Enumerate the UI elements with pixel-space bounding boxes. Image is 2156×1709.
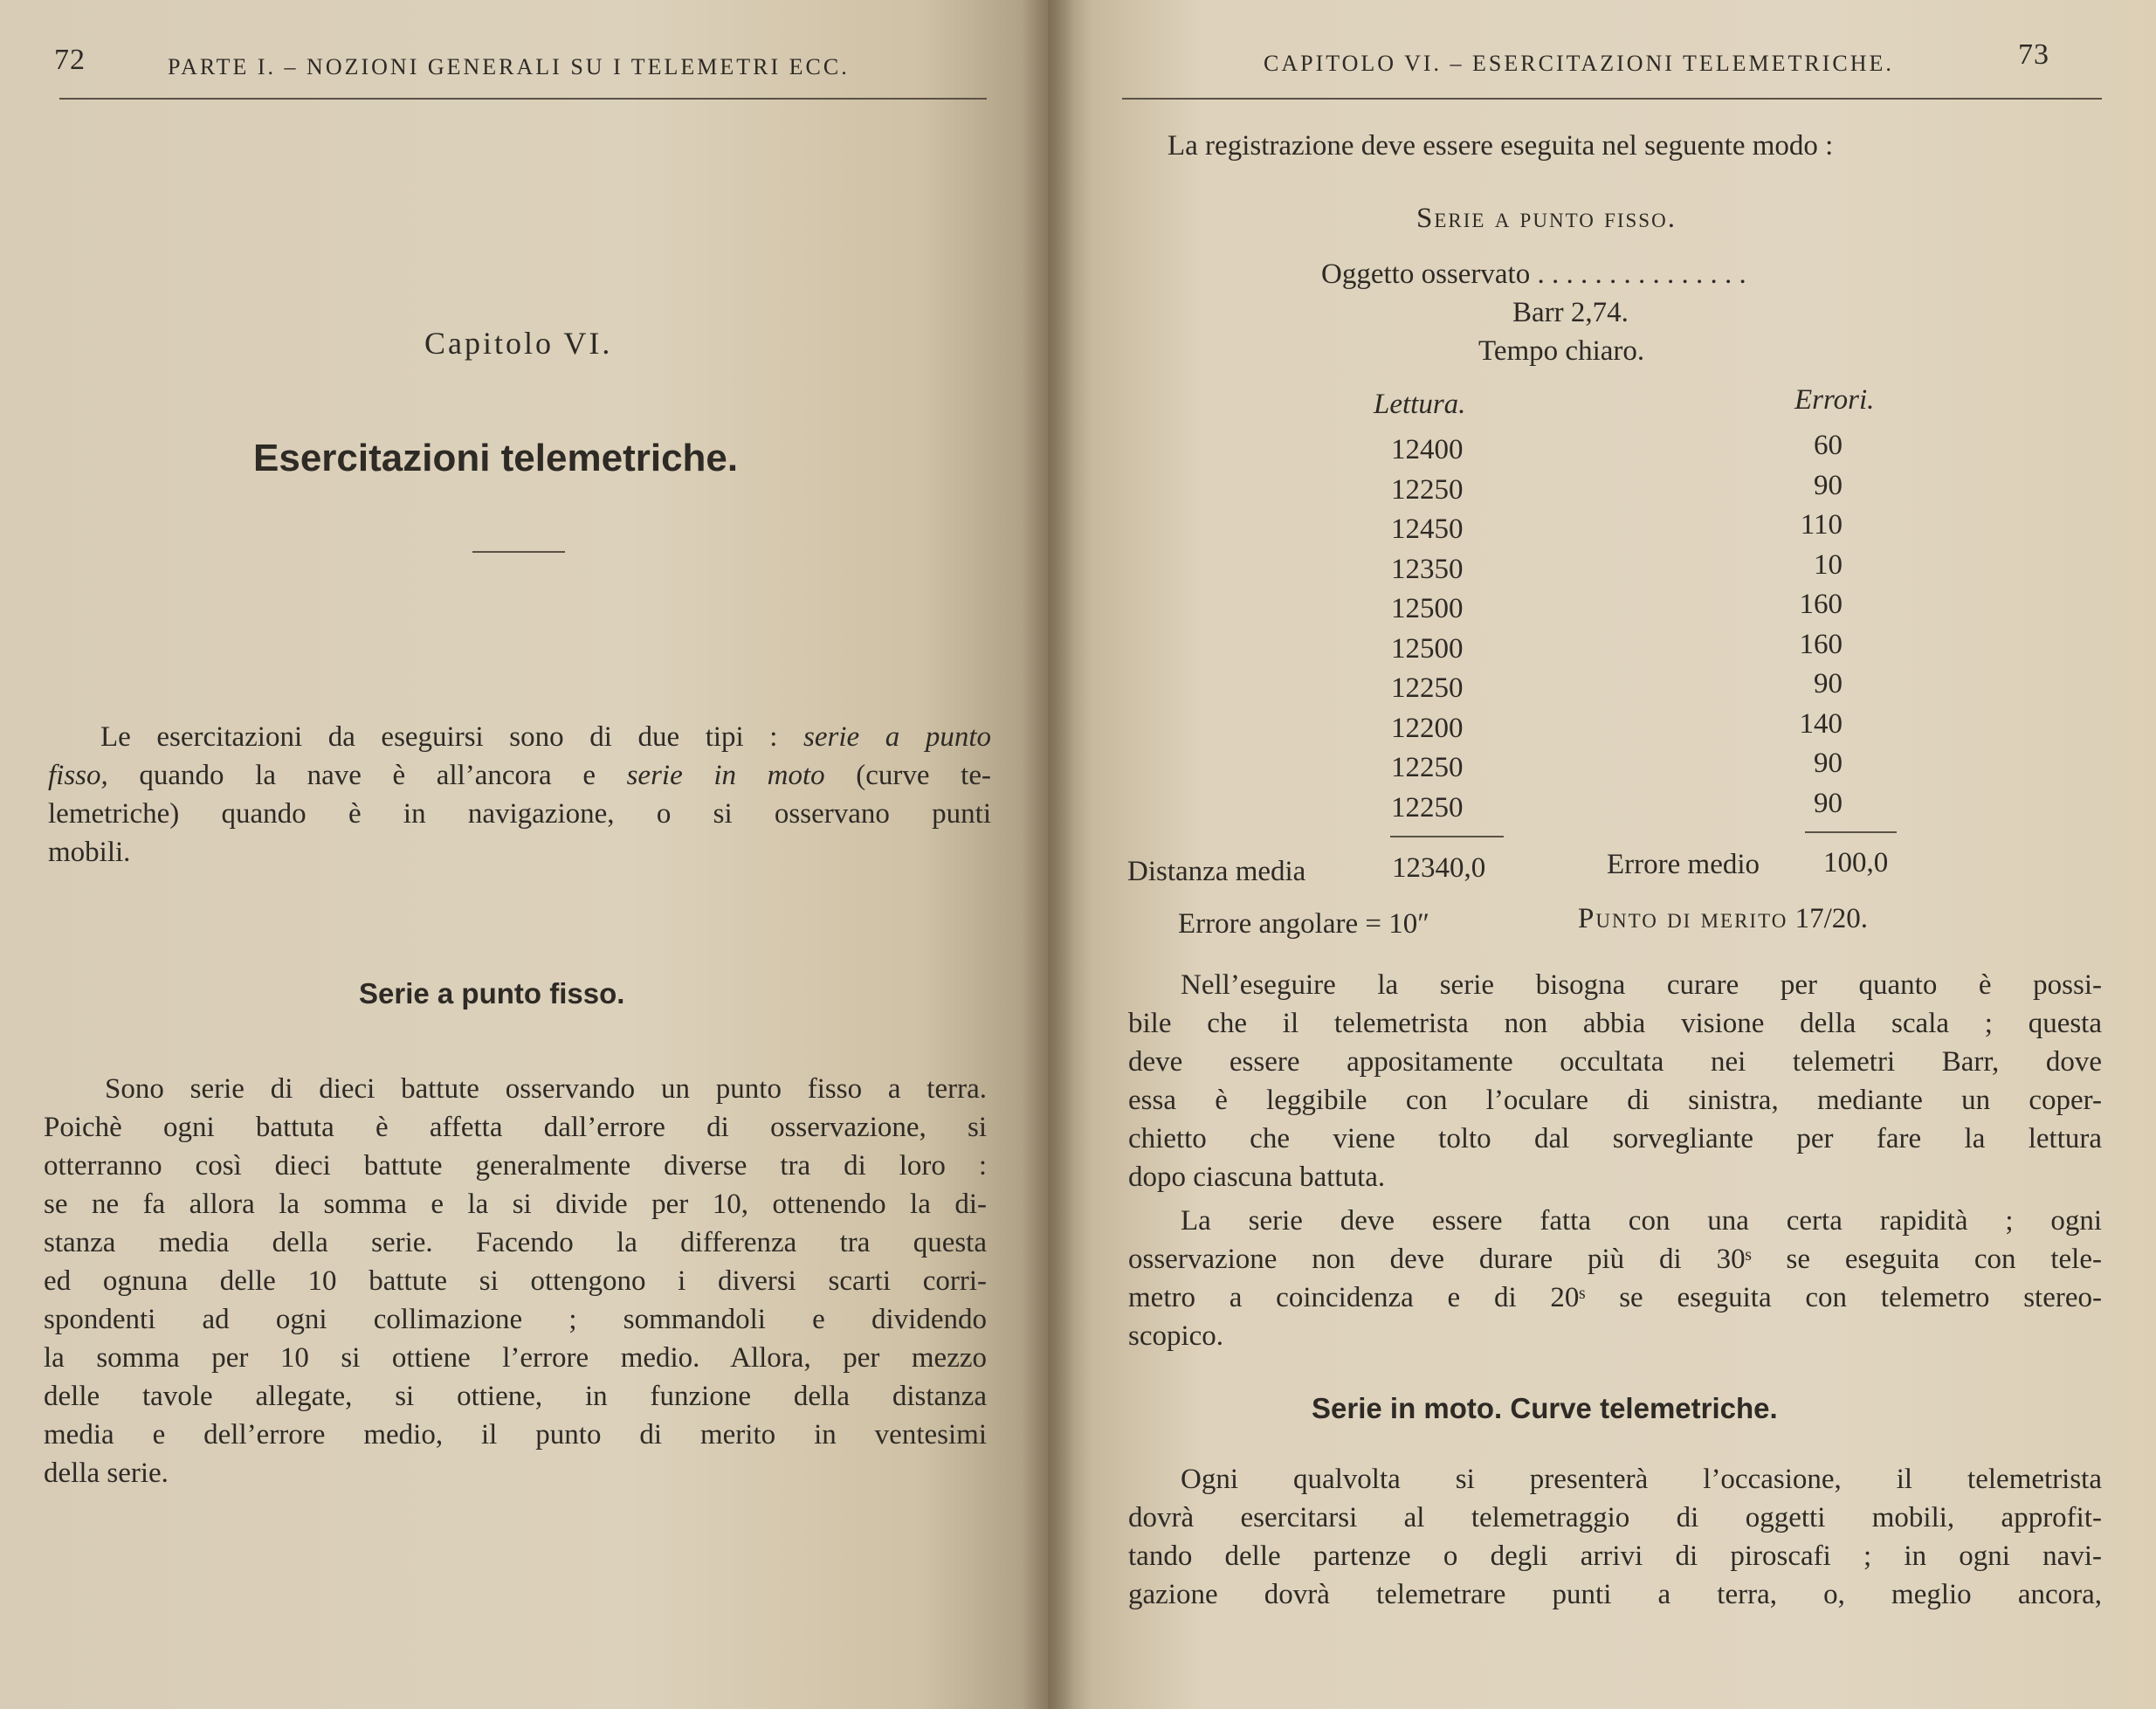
- paragraph-3: [1128, 1460, 2102, 1614]
- table-heading: Serie a punto fisso.: [1416, 203, 1677, 234]
- mean-distance-value: 12340,0: [1392, 852, 1486, 884]
- readings-column: [1391, 431, 1505, 828]
- running-head: PARTE I. – NOZIONI GENERALI SU I TELEMETRI ECC.: [168, 54, 850, 79]
- text-line: deve essere appositamente occultata nei telemetri Barr, dove: [1128, 1046, 2102, 1078]
- text-line: lemetriche) quando è in navigazione, o si osservano punti: [48, 798, 991, 830]
- error-cell: 160: [1799, 628, 1843, 660]
- page-number: 73: [2018, 38, 2049, 71]
- text-line: chietto che viene tolto dal sorvegliante per fare la lettura: [1128, 1123, 2102, 1154]
- text-line: gazione dovrà telemetrare punti a terra, o, meglio ancora,: [1128, 1579, 2102, 1610]
- error-cell: 60: [1814, 430, 1843, 461]
- error-cell: 160: [1799, 589, 1843, 620]
- text-line: metro a coincidenza e di 20ˢ se eseguita con telemetro stereo-: [1128, 1282, 2102, 1313]
- header-rule: [59, 98, 987, 100]
- book-gutter: [1022, 0, 1074, 1709]
- text-line: otterranno così dieci battute generalmente diverse tra di loro :: [44, 1150, 987, 1182]
- text-line: delle tavole allegate, si ottiene, in funzione della distanza: [44, 1381, 987, 1412]
- chapter-label: Capitolo VI.: [424, 326, 613, 361]
- errors-column: [1764, 426, 1843, 823]
- chapter-title: Esercitazioni telemetriche.: [253, 437, 739, 479]
- mean-error-label: Errore medio: [1607, 849, 1760, 880]
- reading-cell: 12250: [1391, 791, 1464, 823]
- intro-line: La registrazione deve essere eseguita nel seguente modo :: [1168, 130, 1834, 162]
- section-title: Serie a punto fisso.: [359, 977, 625, 1010]
- text-line: scopico.: [1128, 1320, 1224, 1352]
- reading-cell: 12500: [1391, 593, 1464, 624]
- error-cell: 90: [1814, 748, 1843, 779]
- text-line: stanza media della serie. Facendo la differenza tra questa: [44, 1227, 987, 1258]
- title-rule: [472, 551, 565, 553]
- mean-error-value: 100,0: [1823, 847, 1889, 879]
- paragraph-1: [1128, 966, 2102, 1196]
- running-head: CAPITOLO VI. – ESERCITAZIONI TELEMETRICHE.: [1264, 51, 1894, 76]
- intro-paragraph: [48, 718, 991, 872]
- reading-cell: 12250: [1391, 752, 1464, 783]
- text-line: ed ognuna delle 10 battute si ottengono i diversi scarti corri-: [44, 1265, 987, 1297]
- text-line: bile che il telemetrista non abbia visione della scala ; questa: [1128, 1008, 2102, 1039]
- text-line: dopo ciascuna battuta.: [1128, 1161, 1386, 1193]
- text-line: Ogni qualvolta si presenterà l’occasione, il telemetrista: [1181, 1464, 2102, 1495]
- text-line: media e dell’errore medio, il punto di merito in ventesimi: [44, 1419, 987, 1451]
- text-line: Nell’eseguire la serie bisogna curare per quanto è possi-: [1181, 969, 2102, 1001]
- page-number: 72: [54, 44, 86, 76]
- text-line: Sono serie di dieci battute osservando un punto fisso a terra.: [105, 1073, 987, 1105]
- text-line: tando delle partenze o degli arrivi di piroscafi ; in ogni navi-: [1128, 1540, 2102, 1572]
- error-cell: 90: [1814, 469, 1843, 501]
- section-paragraph: [44, 1070, 987, 1492]
- text-line: la somma per 10 si ottiene l’errore medio. Allora, per mezzo: [44, 1342, 987, 1374]
- header-rule: [1122, 98, 2102, 100]
- text-line: spondenti ad ogni collimazione ; sommandoli e dividendo: [44, 1304, 987, 1335]
- text-line: della serie.: [44, 1457, 169, 1489]
- right-page: [1048, 0, 2156, 1709]
- merit-value: 17/20.: [1794, 903, 1869, 934]
- section-title: Serie in moto. Curve telemetriche.: [1312, 1392, 1778, 1424]
- left-page: [0, 0, 1048, 1709]
- reading-cell: 12250: [1391, 473, 1464, 506]
- merit-label: Punto di merito: [1578, 903, 1788, 934]
- mean-distance-label: Distanza media: [1127, 856, 1306, 887]
- error-cell: 10: [1814, 548, 1843, 581]
- text-line: Poichè ogni battuta è affetta dall’errore di osservazione, si: [44, 1112, 987, 1143]
- reading-cell: 12400: [1391, 434, 1464, 465]
- text-line: Le esercitazioni da eseguirsi sono di due tipi : serie a punto: [100, 721, 992, 753]
- readings-header: Lettura.: [1374, 389, 1466, 420]
- reading-cell: 12500: [1391, 632, 1464, 665]
- errors-header: Errori.: [1794, 384, 1875, 416]
- text-line: mobili.: [48, 837, 131, 868]
- text-line: fisso, quando la nave è all’ancora e serie in moto (curve te-: [48, 760, 991, 791]
- paragraph-2: [1128, 1202, 2102, 1355]
- reading-cell: 12250: [1391, 672, 1464, 704]
- reading-cell: 12200: [1391, 712, 1464, 744]
- weather: Tempo chiaro.: [1478, 335, 1645, 367]
- reading-cell: 12350: [1391, 553, 1464, 585]
- readings-sum-rule: [1390, 836, 1504, 837]
- reading-cell: 12450: [1391, 513, 1464, 545]
- angular-error: Errore angolare = 10″: [1178, 908, 1429, 940]
- error-cell: 140: [1799, 707, 1843, 740]
- observed-object: Oggetto osservato . . . . . . . . . . . . . . .: [1321, 258, 1746, 290]
- error-cell: 90: [1814, 787, 1843, 819]
- text-line: se ne fa allora la somma e la si divide per 10, ottenendo la di-: [44, 1189, 987, 1220]
- merit-line: [1578, 899, 1868, 938]
- text-line: La serie deve essere fatta con una certa rapidità ; ogni: [1181, 1205, 2102, 1237]
- instrument: Barr 2,74.: [1512, 297, 1629, 328]
- error-cell: 110: [1800, 509, 1843, 541]
- text-line: essa è leggibile con l’oculare di sinistra, mediante un coper-: [1128, 1085, 2102, 1116]
- error-cell: 90: [1814, 668, 1843, 699]
- text-line: osservazione non deve durare più di 30ˢ se eseguita con tele-: [1128, 1244, 2102, 1275]
- text-line: dovrà esercitarsi al telemetraggio di oggetti mobili, approfit-: [1128, 1502, 2102, 1533]
- errors-sum-rule: [1805, 831, 1897, 833]
